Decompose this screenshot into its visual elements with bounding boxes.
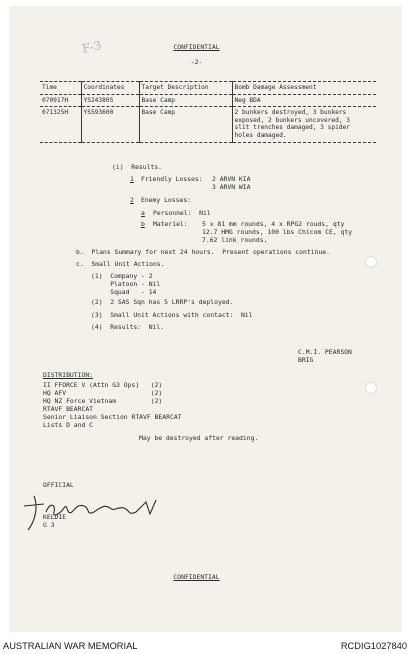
signatory-name: C.M.I. PEARSON: [298, 348, 352, 356]
friendly-label: Friendly Losses:: [141, 175, 203, 183]
cell-coord: YS593600: [81, 107, 139, 142]
materiel-letter: b: [141, 220, 145, 228]
table-row: [40, 107, 376, 142]
pencil-annotation: F-3: [80, 38, 103, 56]
enemy-label: Enemy Losses:: [141, 196, 192, 204]
cell-bda: 2 bunkers destroyed, 3 bunkers exposed, 2 bunkers uncovered, 3 slit trenches damaged, 3 spider holes damaged.: [232, 107, 376, 142]
archive-name: AUSTRALIAN WAR MEMORIAL: [3, 641, 138, 651]
personnel-letter: a: [141, 209, 145, 217]
col-time: Time: [40, 82, 81, 95]
small-unit-heading: c. Small Unit Actions.: [76, 260, 165, 268]
enemy-num: 2: [130, 196, 134, 204]
col-target-description: Target Description: [139, 82, 232, 95]
materiel-label: Materiel:: [153, 220, 188, 228]
small-unit-item: (1) Company - 2 Platoon - Nil Squad - 14: [91, 272, 161, 296]
table-header-row: [40, 82, 376, 95]
official-appointment: G 3: [43, 521, 55, 529]
cell-time: 071325H: [40, 107, 81, 142]
cell-target: Base Camp: [139, 107, 232, 142]
page-number: -2-: [190, 58, 203, 66]
destroy-note: May be destroyed after reading.: [139, 434, 259, 442]
friendly-values: 2 ARVN KIA 3 ARVN WIA: [212, 175, 251, 191]
punch-hole: [365, 256, 377, 268]
personnel-line: Personnel: Nil: [153, 209, 211, 217]
small-unit-item: (4) Results: Nil.: [91, 323, 165, 331]
friendly-num: 1: [130, 175, 134, 183]
col-bda: Bomb Damage Assessment: [232, 82, 376, 95]
handwritten-signature: [14, 490, 164, 536]
bomb-damage-table: [40, 81, 376, 143]
col-coordinates: Coordinates: [81, 82, 139, 95]
table-row: [40, 94, 376, 107]
small-unit-item: (2) 2 SAS Sqn has 5 LRRP's deployed.: [91, 298, 234, 306]
punch-hole: [365, 382, 377, 394]
materiel-value: 5 x 81 mm rounds, 4 x RPG2 rouds, qty 12.7 HMG rounds, 100 lbs Chicom CE, qty 7.62 link rounds.: [202, 220, 353, 244]
official-label: OFFICIAL: [43, 481, 74, 489]
header-classification: CONFIDENTIAL: [173, 43, 220, 51]
archive-footer: [0, 634, 411, 654]
distribution-list: II FFORCE V (Attn G3 Ops) (2) HQ AFV (2) HQ NZ Force Vietnam (2) RTAVF BEARCAT Senior Liaison Section RTAVF BEARCAT Lists D and C: [43, 381, 182, 429]
cell-coord: YS243805: [81, 94, 139, 107]
official-name: KELDIE: [43, 513, 67, 521]
signatory-rank: BRIG: [298, 356, 314, 364]
distribution-heading: DISTRIBUTION:: [43, 371, 94, 379]
results-heading: (i) Results.: [112, 163, 163, 171]
footer-classification: CONFIDENTIAL: [173, 573, 220, 581]
cell-time: 070917H: [40, 94, 81, 107]
archive-reference: RCDIG1027840: [340, 641, 407, 651]
cell-bda: Neg BDA: [232, 94, 376, 107]
small-unit-item: (3) Small Unit Actions with contact: Nil: [91, 311, 253, 319]
plans-summary: b. Plans Summary for next 24 hours. Present operations continue.: [76, 248, 330, 256]
cell-target: Base Camp: [139, 94, 232, 107]
